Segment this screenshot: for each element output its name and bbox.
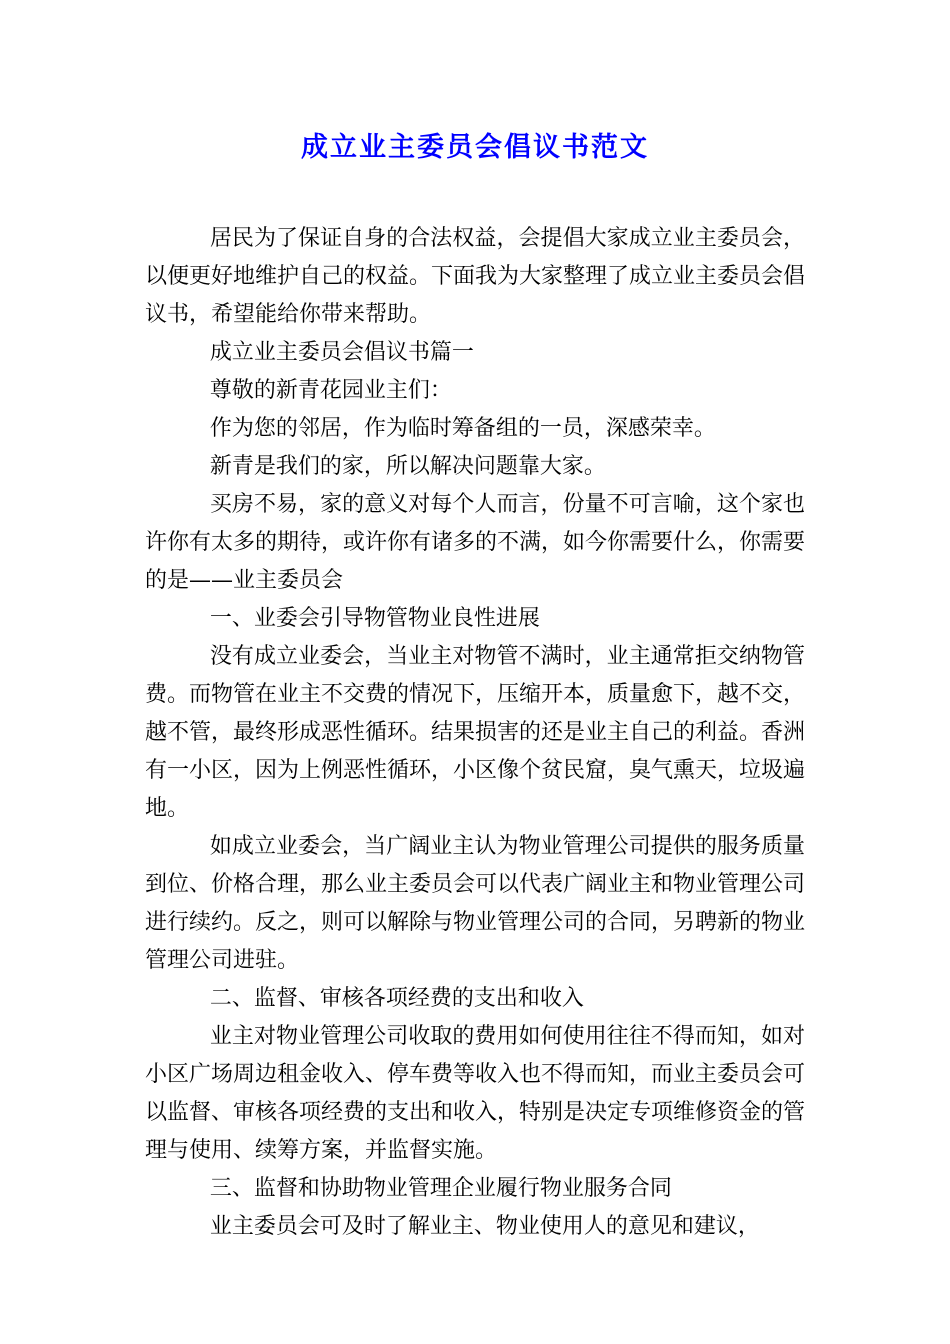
- paragraph: 买房不易，家的意义对每个人而言，份量不可言喻，这个家也许你有太多的期待，或许你有诸多的不满，如今你需要什么，你需要的是——业主委员会: [145, 492, 806, 593]
- document-body: [145, 220, 805, 1246]
- section-heading: 成立业主委员会倡议书篇一: [209, 340, 474, 365]
- paragraph: 业主对物业管理公司收取的费用如何使用往往不得而知，如对小区广场周边租金收入、停车费等收入也不得而知，而业主委员会可以监督、审核各项经费的支出和收入，特别是决定专项维修资金的管理与使用、续筹方案，并监督实施。: [145, 1024, 806, 1163]
- salutation: 尊敬的新青花园业主们：: [209, 378, 452, 403]
- section-heading: 三、监督和协助物业管理企业履行物业服务合同: [209, 1176, 672, 1201]
- paragraph: 如成立业委会，当广阔业主认为物业管理公司提供的服务质量到位、价格合理，那么业主委员会可以代表广阔业主和物业管理公司进行续约。反之，则可以解除与物业管理公司的合同，另聘新的物业管理公司进驻。: [145, 834, 806, 973]
- document-title: 成立业主委员会倡议书范文: [301, 132, 649, 163]
- paragraph: 居民为了保证自身的合法权益，会提倡大家成立业主委员会，以便更好地维护自己的权益。下面我为大家整理了成立业主委员会倡议书，希望能给你带来帮助。: [145, 226, 806, 327]
- paragraph: 没有成立业委会，当业主对物管不满时，业主通常拒交纳物管费。而物管在业主不交费的情况下，压缩开本，质量愈下，越不交，越不管，最终形成恶性循环。结果损害的还是业主自己的利益。香洲有一小区，因为上例恶性循环，小区像个贫民窟，臭气熏天，垃圾遍地。: [145, 644, 806, 821]
- section-heading: 二、监督、审核各项经费的支出和收入: [209, 986, 584, 1011]
- paragraph: 业主委员会可及时了解业主、物业使用人的意见和建议，: [209, 1214, 760, 1239]
- paragraph: 新青是我们的家，所以解决问题靠大家。: [209, 454, 606, 479]
- paragraph: 作为您的邻居，作为临时筹备组的一员，深感荣幸。: [209, 416, 716, 441]
- section-heading: 一、业委会引导物管物业良性进展: [209, 606, 540, 631]
